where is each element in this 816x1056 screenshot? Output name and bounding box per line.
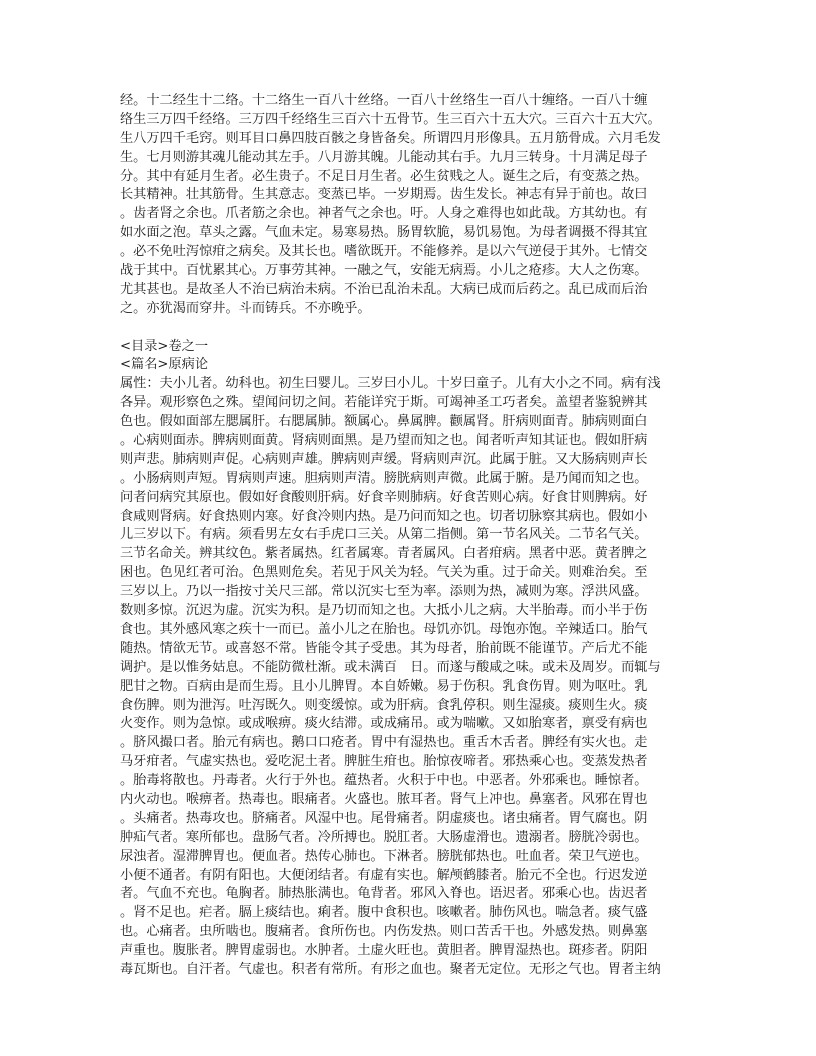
text-line: 调护。是以惟务姑息。不能防微杜渐。或未满百 日。而遂与酸咸之味。或未及周岁。而辄与 xyxy=(120,659,661,675)
text-line: 困也。色见红者可治。色黑则危矣。若见于风关为轻。气关为重。过于命关。则难治矣。至 xyxy=(120,565,648,581)
text-line: 马牙疳者。气虚实热也。爱吃泥土者。脾脏生疳也。胎惊夜啼者。邪热乘心也。变蒸发热者 xyxy=(120,754,648,770)
text-line: 肥甘之物。百病由是而生焉。且小儿脾胃。本自娇嫩。易于伤积。乳食伤胃。则为呕吐。乳 xyxy=(120,678,648,694)
text-line: 随热。情欲无节。或喜怒不常。皆能令其子受患。其为母者，胎前既不能谨节。产后尤不能 xyxy=(120,640,648,656)
text-line: 分。其中有延月生者。必生贵子。不足日月生者。必生贫贱之人。诞生之后，有变蒸之热。 xyxy=(120,168,648,184)
text-line: 数则多惊。沉迟为虚。沉实为积。是乃切而知之也。大抵小儿之病。大半胎毒。而小半于伤 xyxy=(120,603,648,619)
text-line: 问者问病究其原也。假如好食酸则肝病。好食辛则肺病。好食苦则心病。好食甘则脾病。好 xyxy=(120,489,648,505)
text-line: 。必不免吐泻惊疳之病矣。及其长也。嗜欲既开。不能修养。是以六气逆侵于其外。七情交 xyxy=(120,244,648,260)
text-line: 各异。观形察色之殊。望闻问切之间。若能详究于斯。可竭神圣工巧者矣。盖望者鉴貌辨其 xyxy=(120,395,648,411)
text-line: 。齿者肾之余也。爪者筋之余也。神者气之余也。吁。人身之难得也如此哉。方其幼也。有 xyxy=(120,206,648,222)
text-line: 毒瓦斯也。自汗者。气虚也。积者有常所。有形之血也。聚者无定位。无形之气也。胃者主纳 xyxy=(120,961,661,977)
text-line: 儿三岁以下。有病。须看男左女右手虎口三关。从第二指侧。第一节名风关。二节名气关。 xyxy=(120,527,648,543)
text-line: 内火动也。喉痹者。热毒也。眼痛者。火盛也。脓耳者。肾气上冲也。鼻塞者。风邪在胃也 xyxy=(120,791,648,807)
text-line: 属性：夫小儿者。幼科也。初生曰婴儿。三岁曰小儿。十岁曰童子。儿有大小之不同。病有浅 xyxy=(120,376,661,392)
text-line: 三节名命关。辨其纹色。紫者属热。红者属寒。青者属风。白者疳病。黑者中恶。黄者脾之 xyxy=(120,546,648,562)
text-line: 食伤脾。则为泄泻。吐泻既久。则变缓惊。或为肝病。食乳停积。则生湿痰。痰则生火。痰 xyxy=(120,697,648,713)
catalog-heading: <目录>卷之一 xyxy=(120,338,209,354)
text-line: 。胎毒将散也。丹毒者。火行于外也。蕴热者。火积于中也。中恶者。外邪乘也。睡惊者。 xyxy=(120,773,648,789)
text-line: 尤其甚也。是故圣人不治已病治未病。不治已乱治未乱。大病已成而后药之。乱已成而后治 xyxy=(120,281,648,297)
text-line: 尿浊者。湿滞脾胃也。便血者。热传心肺也。下淋者。膀胱郁热也。吐血者。荣卫气逆也。 xyxy=(120,848,648,864)
text-line: 。心病则面赤。脾病则面黄。肾病则面黑。是乃望而知之也。闻者听声知其证也。假如肝病 xyxy=(120,433,648,449)
paragraph-gap xyxy=(120,319,696,338)
text-line: 也。心痛者。虫所啮也。腹痛者。食所伤也。内伤发热。则口苦舌干也。外感发热。则鼻塞 xyxy=(120,924,648,940)
text-line: 之。亦犹渴而穿井。斗而铸兵。不亦晚乎。 xyxy=(120,300,371,316)
text-line: 食咸则肾病。好食热则内寒。好食冷则内热。是乃问而知之也。切者切脉察其病也。假如小 xyxy=(120,508,648,524)
chapter-title: <篇名>原病论 xyxy=(120,357,209,373)
body-paragraph xyxy=(120,375,696,980)
text-line: 色也。假如面部左腮属肝。右腮属肺。额属心。鼻属脾。颧属肾。肝病则面青。肺病则面白 xyxy=(120,414,648,430)
text-line: 。小肠病则声短。胃病则声速。胆病则声清。膀胱病则声微。此属于腑。是乃闻而知之也。 xyxy=(120,470,648,486)
intro-paragraph xyxy=(120,92,696,319)
text-line: 生。七月则游其魂儿能动其左手。八月游其魄。儿能动其右手。九月三转身。十月满足母子 xyxy=(120,149,648,165)
text-line: 长其精神。壮其筋骨。生其意志。变蒸已毕。一岁期焉。齿生发长。神志有异于前也。故曰 xyxy=(120,187,648,203)
text-line: 战于其中。百忧累其心。万事劳其神。一融之气，安能无病焉。小儿之疮疹。大人之伤寒。 xyxy=(120,263,648,279)
text-line: 三岁以上。乃以一指按寸关尺三部。常以沉实七至为率。添则为热，减则为寒。浮洪风盛。 xyxy=(120,584,648,600)
text-line: 食也。其外感风寒之疾十一而已。盖小儿之在胎也。母饥亦饥。母饱亦饱。辛辣适口。胎气 xyxy=(120,621,648,637)
text-line: 肿疝气者。寒所郁也。盘肠气者。冷所搏也。脱肛者。大肠虚滑也。遗溺者。膀胱冷弱也。 xyxy=(120,829,648,845)
text-line: 小便不通者。有阴有阳也。大便闭结者。有虚有实也。解颅鹤膝者。胎元不全也。行迟发逆 xyxy=(120,867,648,883)
text-line: 。头痛者。热毒攻也。脐痛者。风湿中也。尾骨痛者。阴虚痰也。诸虫痛者。胃气腐也。阴 xyxy=(120,810,648,826)
text-line: 如水面之泡。草头之露。气血未定。易寒易热。肠胃软脆，易饥易饱。为母者调摄不得其宜 xyxy=(120,225,648,241)
text-line: 。脐风撮口者。胎元有病也。鹅口口疮者。胃中有湿热也。重舌木舌者。脾经有实火也。走 xyxy=(120,735,648,751)
text-line: 经。十二经生十二络。十二络生一百八十丝络。一百八十丝络生一百八十缠络。一百八十缠 xyxy=(120,93,648,108)
text-line: 者。气血不充也。龟胸者。肺热胀满也。龟背者。邪风入脊也。语迟者。邪乘心也。齿迟者 xyxy=(120,886,648,902)
document-page xyxy=(120,92,696,980)
text-line: 火变作。则为急惊。或成喉痹。痰火结滞。或成痛吊。或为喘嗽。又如胎寒者，禀受有病也 xyxy=(120,716,648,732)
text-line: 生八万四千毛窍。则耳目口鼻四肢百骸之身皆备矣。所谓四月形像具。五月筋骨成。六月毛发 xyxy=(120,130,661,146)
text-line: 。肾不足也。疟者。膈上痰结也。痢者。腹中食积也。咳嗽者。肺伤风也。喘急者。痰气盛 xyxy=(120,905,648,921)
text-line: 声重也。腹胀者。脾胃虚弱也。水肿者。土虚火旺也。黄胆者。脾胃湿热也。斑疹者。阴阳 xyxy=(120,943,648,959)
text-line: 络生三万四千经络。三万四千经络生三百六十五骨节。生三百六十五大穴。三百六十五大穴。 xyxy=(120,111,661,127)
text-line: 则声悲。肺病则声促。心病则声雄。脾病则声缓。肾病则声沉。此属于脏。又大肠病则声长 xyxy=(120,451,648,467)
